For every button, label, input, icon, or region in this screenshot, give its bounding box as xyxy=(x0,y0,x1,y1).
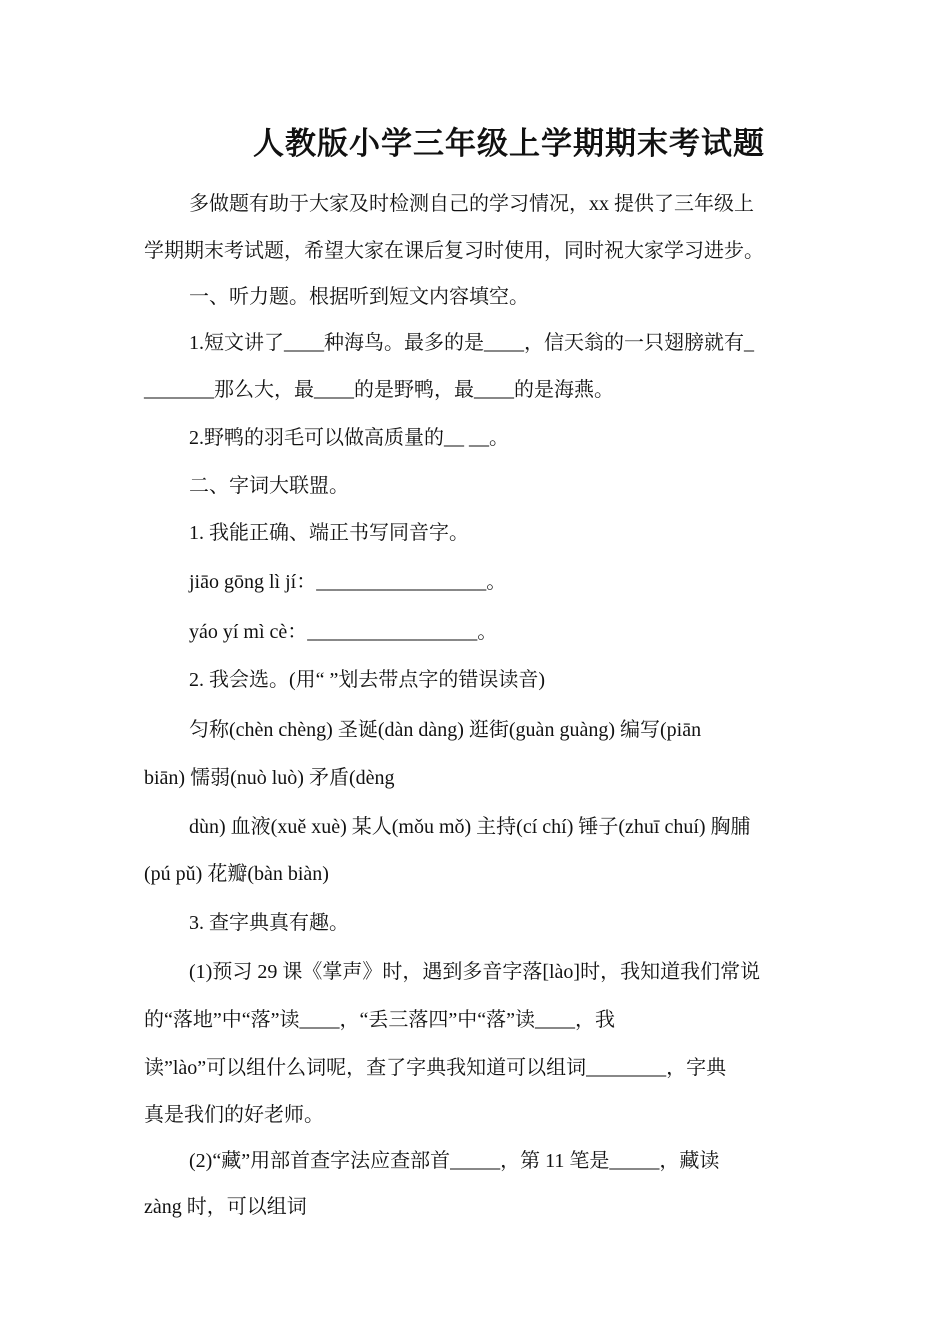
question-line: 1.短文讲了____种海鸟。最多的是____，信天翁的一只翅膀就有_ xyxy=(189,332,754,354)
pinyin-line: yáo yí mì cè：_________________。 xyxy=(189,621,498,643)
question-line: 1. 我能正确、端正书写同音字。 xyxy=(189,522,469,544)
intro-line-2: 学期期末考试题，希望大家在课后复习时使用，同时祝大家学习进步。 xyxy=(144,240,764,262)
section-heading-listening: 一、听力题。根据听到短文内容填空。 xyxy=(189,286,529,308)
section-heading-words: 二、字词大联盟。 xyxy=(189,475,349,497)
reading-choice-line: biān) 懦弱(nuò luò) 矛盾(dèng xyxy=(144,767,395,789)
pinyin-line: jiāo gōng lì jí：_________________。 xyxy=(189,571,507,593)
question-line: zàng 时，可以组词 xyxy=(144,1196,307,1218)
intro-line-1: 多做题有助于大家及时检测自己的学习情况，xx 提供了三年级上 xyxy=(189,193,754,215)
page-title: 人教版小学三年级上学期期末考试题 xyxy=(253,126,765,161)
question-line: 2. 我会选。(用“ ”划去带点字的错误读音) xyxy=(189,669,546,691)
reading-choice-line: (pú pǔ) 花瓣(bàn biàn) xyxy=(144,863,329,885)
reading-choice-line: 匀称(chèn chèng) 圣诞(dàn dàng) 逛街(guàn guàng) 编写(piān xyxy=(189,719,702,741)
reading-choice-line: dùn) 血液(xuě xuè) 某人(mǒu mǒ) 主持(cí chí) 锤子(zhuī chuí) 胸脯 xyxy=(189,816,751,838)
question-line: (1)预习 29 课《掌声》时，遇到多音字落[lào]时，我知道我们常说 xyxy=(189,961,761,983)
question-line: 2.野鸭的羽毛可以做高质量的__ __。 xyxy=(189,427,509,449)
question-line: 真是我们的好老师。 xyxy=(144,1104,324,1126)
question-line: 读”lào”可以组什么词呢，查了字典我知道可以组词________，字典 xyxy=(144,1057,727,1079)
question-line: _______那么大，最____的是野鸭，最____的是海燕。 xyxy=(144,379,614,401)
question-line: (2)“藏”用部首查字法应查部首_____，第 11 笔是_____，藏读 xyxy=(189,1150,720,1172)
section-heading-dictionary: 3. 查字典真有趣。 xyxy=(189,912,349,934)
question-line: 的“落地”中“落”读____，“丢三落四”中“落”读____，我 xyxy=(144,1009,616,1031)
